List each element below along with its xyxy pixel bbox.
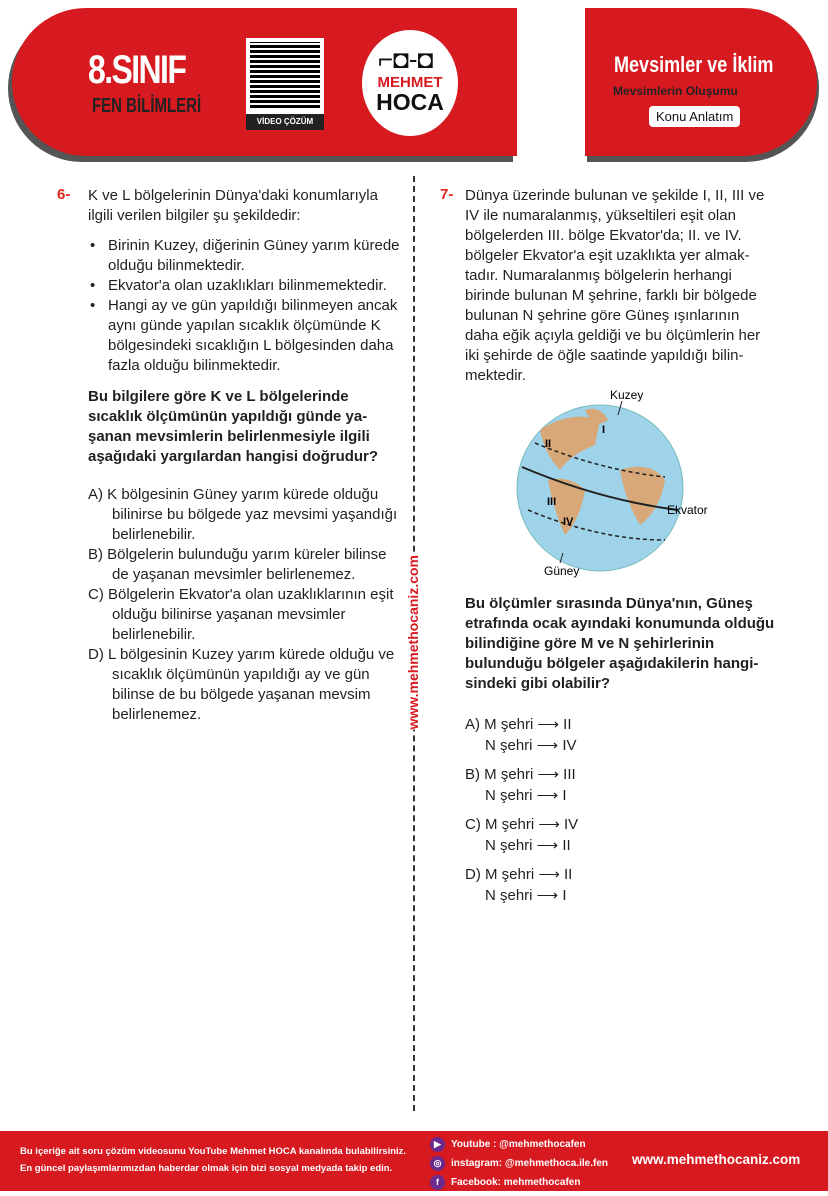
- q6-bullet: • Hangi ay ve gün yapıldığı bilinmeyen ancak aynı günde yapılan sıcaklık ölçümünde K bölgesindeki sıcaklığın L bölgesinden daha fazla olduğu bilinmektedir.: [88, 296, 400, 376]
- region-label: II: [545, 438, 552, 450]
- question-6-number: 6-: [57, 186, 71, 203]
- option-m: B) M şehri ⟶ III: [465, 766, 576, 783]
- option-n: N şehri ⟶ I: [485, 787, 567, 804]
- option-n: N şehri ⟶ IV: [485, 737, 577, 754]
- q6-option-d[interactable]: D) L bölgesinin Kuzey yarım kürede olduğu ve sıcaklık ölçümünün yapıldığı ay ve gün bilinse de bu bölgede yaşanan mevsim belirlenemez.: [88, 646, 395, 723]
- q6-intro: K ve L bölgelerinin Dünya'daki konumlarıyla ilgili verilen bilgiler şu şekildedir:: [88, 187, 378, 224]
- logo-line1: MEHMET: [377, 74, 443, 91]
- instagram-icon: ◎: [430, 1156, 445, 1171]
- globe-figure: [500, 385, 750, 580]
- facebook-icon: f: [430, 1175, 445, 1190]
- q7-option-a[interactable]: [465, 714, 775, 756]
- subject-label: FEN BİLİMLERİ: [92, 95, 202, 117]
- q6-bullet: • Ekvator'a olan uzaklıkları bilinmemektedir.: [88, 276, 400, 296]
- q6-question: Bu bilgilere göre K ve L bölgelerinde sıcaklık ölçümünün yapıldığı günde yaşanan mevsimlerin belirlenmesiyle ilgili aşağıdaki yargılardan hangisi doğrudur?: [88, 388, 379, 465]
- qr-label: VİDEO ÇÖZÜM: [246, 114, 324, 130]
- qr-pattern: [250, 42, 320, 108]
- website-link[interactable]: www.mehmethocaniz.com: [632, 1152, 801, 1167]
- youtube-icon: ▶: [430, 1137, 445, 1152]
- south-label: Güney: [544, 564, 580, 578]
- region-label: III: [547, 496, 557, 508]
- q7-option-d[interactable]: [465, 864, 775, 906]
- equator-label: Ekvator: [667, 503, 708, 517]
- konu-anlatim-badge: Konu Anlatım: [649, 106, 740, 127]
- q6-option-a[interactable]: A) K bölgesinin Güney yarım kürede olduğu bilinirse bu bölgede yaz mevsimi yaşandığı belirlenebilir.: [88, 486, 398, 543]
- youtube-link[interactable]: [430, 1135, 608, 1154]
- question-7: [465, 186, 775, 386]
- option-m: D) M şehri ⟶ II: [465, 866, 573, 883]
- question-7-number: 7-: [440, 186, 454, 203]
- logo: [362, 30, 458, 136]
- option-m: A) M şehri ⟶ II: [465, 716, 572, 733]
- question-6: [88, 186, 400, 725]
- q7-question: Bu ölçümler sırasında Dünya'nın, Güneş etrafında ocak ayındaki konumunda olduğu bilindiğine göre M ve N şehirlerinin bulunduğu bölgeler aşağıdakilerin hangisindeki gibi olabilir?: [465, 595, 775, 692]
- grade-label: 8.SINIF: [88, 48, 186, 92]
- region-label: IV: [563, 516, 574, 528]
- footer-line1: Bu içeriğe ait soru çözüm videosunu YouTube Mehmet HOCA kanalında bulabilirsiniz.: [20, 1146, 407, 1157]
- youtube-text: Youtube : @mehmethocafen: [451, 1139, 586, 1150]
- north-label: Kuzey: [610, 388, 644, 402]
- q6-option-c[interactable]: C) Bölgelerin Ekvator'a olan uzaklıklarının eşit olduğu bilinirse yaşanan mevsimler belirlenebilir.: [88, 586, 394, 643]
- footer-line2: En güncel paylaşımlarımızdan haberdar olmak için bizi sosyal medyada takip edin.: [20, 1163, 393, 1174]
- q7-option-c[interactable]: [465, 814, 775, 856]
- q7-option-b[interactable]: [465, 764, 775, 806]
- instagram-link[interactable]: [430, 1154, 608, 1173]
- unit-title: Mevsimler ve İklim: [614, 52, 774, 77]
- facebook-text: Facebook: mehmethocafen: [451, 1177, 581, 1188]
- watermark-url: www.mehmethocaniz.com: [405, 555, 421, 730]
- topic-title: Mevsimlerin Oluşumu: [613, 84, 738, 98]
- footer: [0, 1131, 828, 1191]
- q7-intro: Dünya üzerinde bulunan ve şekilde I, II, III ve IV ile numaralanmış, yükseltileri eşit olan bölgelerden III. bölge Ekvator'da; II. ve IV. bölgeler Ekvator'a eşit uzaklıkta yer almaktadır. Numaralanmış bölgelerin herhangi birinde bulunan M şehrine, farklı bir bölgede bulunan N şehrine göre Güneş ışınlarının daha eğik açıyla geldiği ve bu ölçümlerin her iki şehirde de öğle saatinde yapıldığı bilinmektedir.: [465, 187, 765, 384]
- instagram-text: instagram: @mehmethoca.ile.fen: [451, 1158, 609, 1169]
- glasses-icon: ⌐◘-◘: [378, 44, 434, 74]
- qr-code[interactable]: [246, 38, 324, 130]
- q6-bullet: • Birinin Kuzey, diğerinin Güney yarım kürede olduğu bilinmektedir.: [88, 236, 400, 276]
- q6-option-b[interactable]: B) Bölgelerin bulunduğu yarım küreler bilinse de yaşanan mevsimler belirlenemez.: [88, 546, 387, 583]
- facebook-link[interactable]: [430, 1173, 608, 1192]
- option-m: C) M şehri ⟶ IV: [465, 816, 579, 833]
- header-banner-right: [585, 8, 817, 156]
- option-n: N şehri ⟶ I: [485, 887, 567, 904]
- question-7-part2: [465, 594, 775, 906]
- option-n: N şehri ⟶ II: [485, 837, 571, 854]
- logo-line2: HOCA: [376, 89, 444, 115]
- region-label: I: [602, 424, 606, 436]
